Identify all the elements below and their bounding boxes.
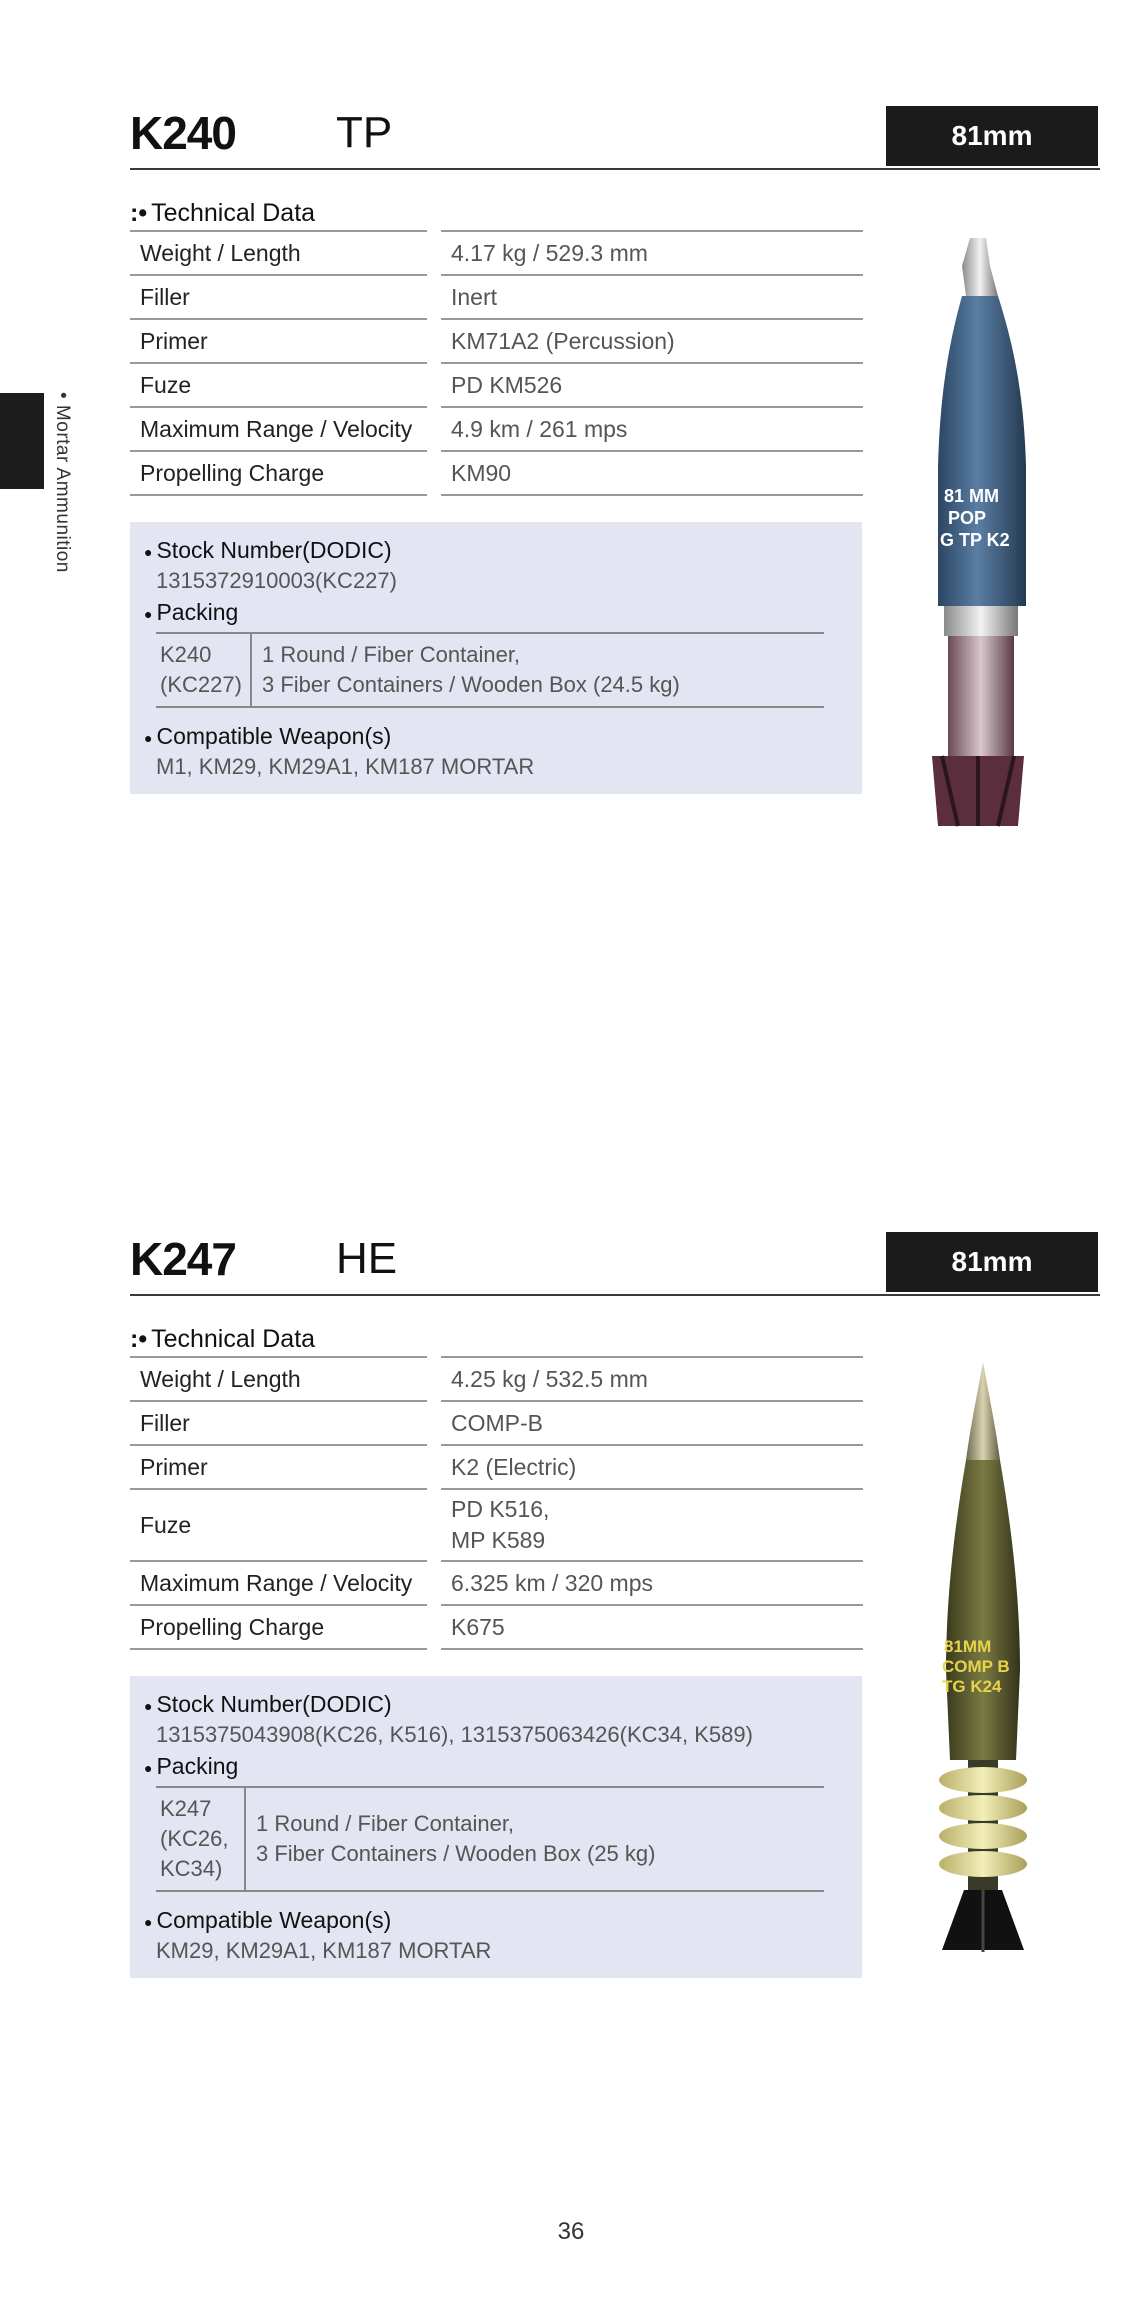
spec-value: 4.25 kg / 532.5 mm — [441, 1356, 863, 1402]
spec-key: Propelling Charge — [130, 452, 427, 496]
packing-label: ● Packing — [144, 599, 239, 625]
spec-key: Fuze — [130, 1490, 427, 1562]
spec-value: 6.325 km / 320 mps — [441, 1562, 863, 1606]
spec-value: K675 — [441, 1606, 863, 1650]
logistics-info-box — [130, 522, 862, 794]
spec-table — [130, 230, 863, 496]
k247-shell-image — [928, 1360, 1038, 1960]
spec-key: Maximum Range / Velocity — [130, 408, 427, 452]
packing-key: K247 (KC26, KC34) — [156, 1788, 246, 1890]
spec-row — [130, 1490, 863, 1562]
shell-marking-line: POP — [948, 508, 987, 528]
dots-icon: :• — [130, 1325, 148, 1353]
packing-value: 1 Round / Fiber Container, 3 Fiber Containers / Wooden Box (25 kg) — [256, 1811, 656, 1866]
spec-row — [130, 320, 863, 364]
side-tab-marker — [0, 393, 44, 489]
spec-key: Propelling Charge — [130, 1606, 427, 1650]
dots-icon: :• — [130, 199, 148, 227]
spec-value: 4.9 km / 261 mps — [441, 408, 863, 452]
technical-data-heading: :• Technical Data — [130, 199, 316, 227]
caliber-badge: 81mm — [886, 106, 1098, 166]
caliber-badge: 81mm — [886, 1232, 1098, 1292]
spec-key: Weight / Length — [130, 230, 427, 276]
product-header — [130, 106, 1100, 170]
shell-marking-line: TG K24 — [942, 1677, 1002, 1696]
stock-number-label: ● Stock Number(DODIC) — [144, 1691, 392, 1717]
weapons-label: ● Compatible Weapon(s) — [144, 1907, 392, 1933]
model-type: HE — [336, 1234, 398, 1283]
technical-data-heading: :• Technical Data — [130, 1325, 316, 1353]
spec-row — [130, 408, 863, 452]
shell-marking-line: G TP K2 — [940, 530, 1010, 550]
page-number: 36 — [557, 2218, 585, 2245]
spec-row — [130, 1356, 863, 1402]
spec-value: Inert — [441, 276, 863, 320]
packing-value: 1 Round / Fiber Container, 3 Fiber Containers / Wooden Box (24.5 kg) — [262, 642, 680, 697]
shell-marking-line: COMP B — [942, 1657, 1010, 1676]
spec-value: COMP-B — [441, 1402, 863, 1446]
weapons-value: M1, KM29, KM29A1, KM187 MORTAR — [156, 754, 535, 779]
product-header — [130, 1232, 1100, 1296]
model-number: K247 — [130, 1233, 236, 1285]
spec-key: Fuze — [130, 364, 427, 408]
spec-table — [130, 1356, 863, 1650]
spec-key: Filler — [130, 1402, 427, 1446]
model-type: TP — [336, 108, 393, 157]
spec-key: Primer — [130, 320, 427, 364]
side-tab-label: • Mortar Ammunition — [52, 392, 73, 573]
shell-marking-line: 81MM — [944, 1637, 992, 1656]
k240-shell-image — [918, 236, 1038, 836]
spec-row — [130, 1402, 863, 1446]
packing-label: ● Packing — [144, 1753, 239, 1779]
weapons-value: KM29, KM29A1, KM187 MORTAR — [156, 1938, 492, 1963]
packing-table — [156, 632, 824, 708]
spec-value: KM71A2 (Percussion) — [441, 320, 863, 364]
shell-marking-line: 81 MM — [944, 486, 1000, 506]
stock-number-label: ● Stock Number(DODIC) — [144, 537, 392, 563]
spec-row — [130, 364, 863, 408]
logistics-info-box — [130, 1676, 862, 1978]
packing-table — [156, 1786, 824, 1892]
spec-key: Primer — [130, 1446, 427, 1490]
weapons-label: ● Compatible Weapon(s) — [144, 723, 392, 749]
spec-value: PD K516, MP K589 — [441, 1490, 863, 1562]
stock-number-value: 1315372910003(KC227) — [156, 568, 397, 593]
spec-value: 4.17 kg / 529.3 mm — [441, 230, 863, 276]
spec-key: Filler — [130, 276, 427, 320]
spec-row — [130, 452, 863, 496]
spec-row — [130, 1562, 863, 1606]
spec-value: K2 (Electric) — [441, 1446, 863, 1490]
spec-value: KM90 — [441, 452, 863, 496]
spec-row — [130, 276, 863, 320]
spec-row — [130, 1446, 863, 1490]
spec-key: Weight / Length — [130, 1356, 427, 1402]
spec-key: Maximum Range / Velocity — [130, 1562, 427, 1606]
stock-number-value: 1315375043908(KC26, K516), 1315375063426(KC34, K589) — [156, 1722, 753, 1747]
spec-row — [130, 1606, 863, 1650]
packing-key: K240 (KC227) — [156, 634, 252, 706]
spec-row — [130, 230, 863, 276]
spec-value: PD KM526 — [441, 364, 863, 408]
model-number: K240 — [130, 107, 236, 159]
